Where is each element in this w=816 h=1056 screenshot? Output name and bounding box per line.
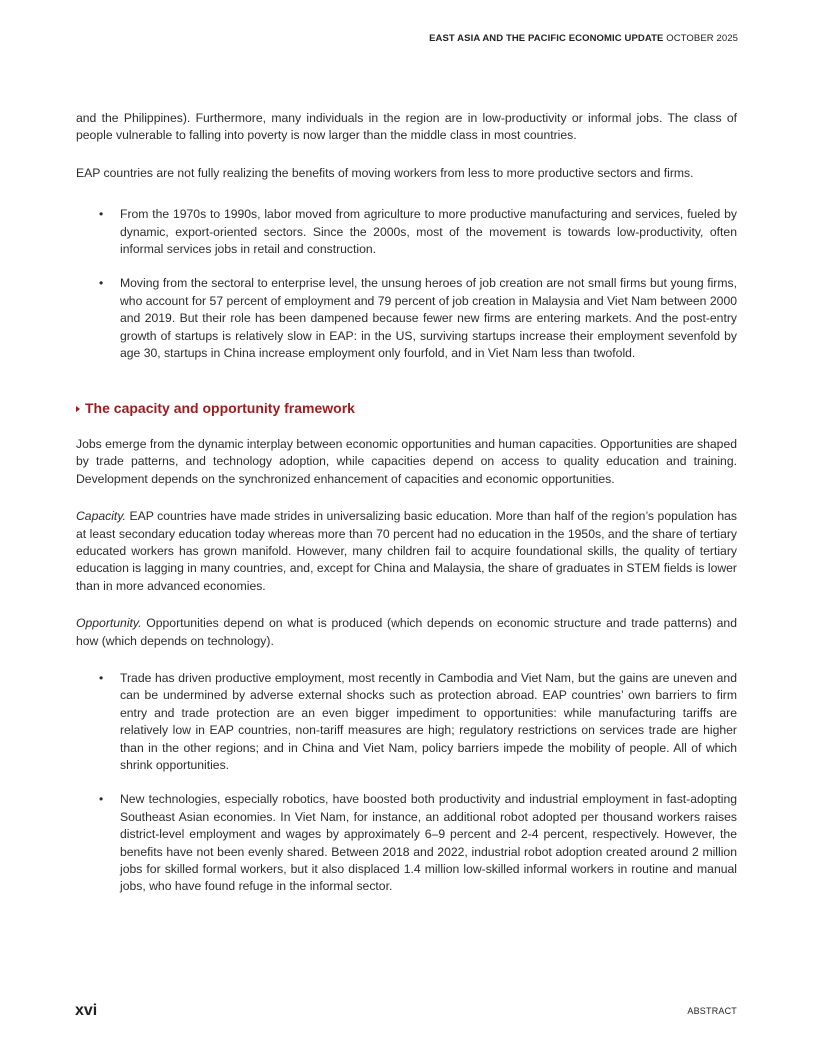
footer-section-label: ABSTRACT — [687, 1006, 737, 1016]
intro-paragraph: and the Philippines). Furthermore, many individuals in the region are in low-productivity or informal jobs. The class of people vulnerable to falling into poverty is now larger than the middle class in most countries. — [76, 111, 737, 143]
publication-title: EAST ASIA AND THE PACIFIC ECONOMIC UPDATE — [429, 33, 664, 44]
running-header — [429, 33, 738, 44]
capacity-lead: Capacity. — [76, 509, 126, 524]
bullet-icon: • — [99, 792, 104, 807]
page-number: xvi — [75, 1002, 98, 1019]
bullet-icon: • — [99, 276, 104, 291]
bullet-list-opportunity — [76, 670, 737, 896]
triangle-marker-icon — [76, 406, 80, 412]
list-item — [76, 206, 737, 258]
publication-date: OCTOBER 2025 — [666, 33, 738, 44]
lead-sentence: EAP countries are not fully realizing the benefits of moving workers from less to more productive sectors and firms. — [76, 165, 694, 180]
list-item-text: Trade has driven productive employment, most recently in Cambodia and Viet Nam, but the gains are uneven and can be undermined by adverse external shocks such as protection abroad. EAP countries’ own barriers to firm entry and trade protection are an even bigger impediment to opportunities: while manufacturing tariffs are relatively low in EAP countries, non-tariff measures are high; regulatory restrictions on services trade are higher than in the other regions; and in China and Viet Nam, policy barriers impede the mobility of people. All of which shrink opportunities. — [120, 670, 737, 772]
bullet-icon: • — [99, 670, 104, 685]
section-heading-text: The capacity and opportunity framework — [85, 400, 355, 417]
list-item-text: Moving from the sectoral to enterprise level, the unsung heroes of job creation are not small firms but young firms, who account for 57 percent of employment and 79 percent of job creation in Malaysia and Viet Nam between 2000 and 2019. But their role has been dampened because fewer new firms are entering markets. And the post-entry growth of startups is relatively slow in EAP: in the US, surviving startups increase their employment sevenfold by age 30, startups in China increase employment only fourfold, and in Viet Nam less than twofold. — [120, 276, 737, 361]
bullet-icon: • — [99, 207, 104, 222]
capacity-text: EAP countries have made strides in universalizing basic education. More than half of the region’s population has at least secondary education today whereas more than 70 percent had no education in the 1950s, and the share of tertiary educated workers has grown manifold. However, many children fail to acquire foundational skills, the quality of tertiary education is lagging in many countries, and, except for China and Malaysia, the share of graduates in STEM fields is lower than in more advanced economies. — [76, 509, 737, 593]
bullet-list-sectors — [76, 206, 737, 362]
opportunity-lead: Opportunity. — [76, 616, 142, 631]
main-content — [76, 110, 737, 916]
opportunity-paragraph — [76, 615, 737, 650]
list-item-text: New technologies, especially robotics, have boosted both productivity and industrial employment in fast-adopting Southeast Asian economies. In Viet Nam, for instance, an additional robot adopted per thousand workers raises district-level employment and wages by approximately 6–9 percent and 2-4 percent, respectively. However, the benefits have not been evenly shared. Between 2018 and 2022, industrial robot adoption created around 2 million jobs for skilled formal workers, but it also displaced 1.4 million low-skilled informal workers in routine and manual jobs, who have found refuge in the informal sector. — [120, 792, 737, 894]
list-item — [76, 670, 737, 774]
capacity-paragraph — [76, 508, 737, 595]
section-heading — [76, 400, 737, 417]
framework-paragraph: Jobs emerge from the dynamic interplay between economic opportunities and human capacities. Opportunities are shaped by trade patterns, and technology adoption, while capacities depend on access to quality education and training. Development depends on the synchronized enhancement of capacities and economic opportunities. — [76, 436, 737, 486]
list-item — [76, 275, 737, 362]
list-item — [76, 791, 737, 895]
list-item-text: From the 1970s to 1990s, labor moved from agriculture to more productive manufacturing and services, fueled by dynamic, export-oriented sectors. Since the 2000s, most of the movement is towards low-productivity, often informal services jobs in retail and construction. — [120, 207, 737, 257]
opportunity-text: Opportunities depend on what is produced (which depends on economic structure and trade patterns) and how (which depends on technology). — [76, 616, 737, 648]
